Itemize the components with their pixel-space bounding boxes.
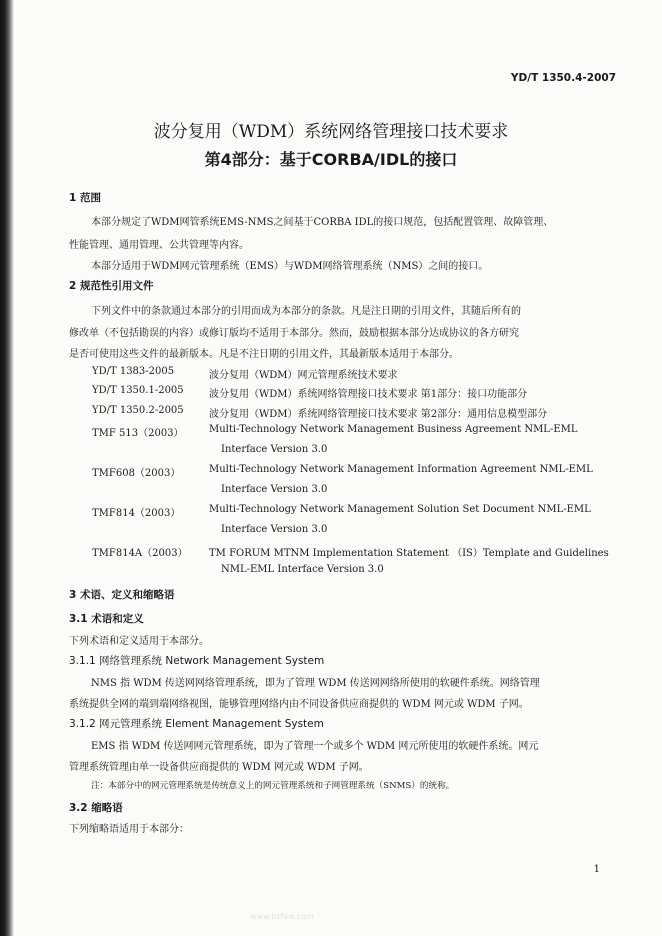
section-2-intro: 是否可使用这些文件的最新版本。凡是不注日期的引用文件，其最新版本适用于本部分。 [69,349,459,360]
reference-code: YD/T 1383-2005 [92,366,175,377]
reference-title: Multi-Technology Network Management Information Agreement NML-EML [209,464,593,475]
section-3-2-heading: 3.2 缩略语 [69,802,123,814]
section-1-paragraph-1: 性能管理、通用管理、公共管理等内容。 [69,240,249,251]
section-1-paragraph-2: 本部分适用于WDM网元管理系统（EMS）与WDM网络管理系统（NMS）之间的接口。 [91,261,489,272]
section-2-intro: 修改单（不包括勘误的内容）或修订版均不适用于本部分。然而，鼓励根据本部分达成协议的各方研究 [69,328,519,339]
term-nms-definition: NMS 指 WDM 传送网网络管理系统，即为了管理 WDM 传送网网络所使用的软硬件系统。网络管理 [91,678,540,689]
reference-code: YD/T 1350.1-2005 [92,385,184,396]
section-2-intro: 下列文件中的条款通过本部分的引用而成为本部分的条款。凡是注日期的引用文件，其随后所有的 [91,306,521,317]
section-2-heading: 2 规范性引用文件 [69,280,154,292]
reference-title: Multi-Technology Network Management Solution Set Document NML-EML [209,504,591,515]
reference-title: 波分复用（WDM）系统网络管理接口技术要求 第2部分：通用信息模型部分 [209,409,548,420]
reference-code: TMF814（2003） [92,508,181,519]
term-nms-definition: 系统提供全网的端到端网络视图，能够管理网络内由不同设备供应商提供的 WDM 网元或 WDM 子网。 [69,699,529,710]
reference-code: YD/T 1350.2-2005 [92,405,184,416]
reference-title-cont: Interface Version 3.0 [221,524,328,535]
section-1-paragraph-1: 本部分规定了WDM网管系统EMS-NMS之间基于CORBA IDL的接口规范，包括配置管理、故障管理、 [91,217,554,228]
reference-title-cont: Interface Version 3.0 [221,484,328,495]
section-3-2-intro: 下列缩略语适用于本部分： [69,824,189,835]
section-3-1-2-heading: 3.1.2 网元管理系统 Element Management System [69,718,324,730]
page-number: 1 [593,864,600,875]
watermark: www.bzfxw.com [250,912,314,921]
reference-title-cont: NML-EML Interface Version 3.0 [221,564,384,575]
reference-code: TMF 513（2003） [92,428,184,439]
term-ems-definition: EMS 指 WDM 传送网网元管理系统，即为了管理一个或多个 WDM 网元所使用的软硬件系统。网元 [91,741,539,752]
title-line-1: 波分复用（WDM）系统网络管理接口技术要求 [153,122,509,142]
reference-code: TMF814A（2003） [92,548,188,559]
section-3-1-intro: 下列术语和定义适用于本部分。 [69,636,209,647]
note: 注：本部分中的网元管理系统是传统意义上的网元管理系统和子网管理系统（SNMS）的统称。 [91,781,455,791]
reference-title: 波分复用（WDM）系统网络管理接口技术要求 第1部分：接口功能部分 [209,389,528,400]
section-3-1-heading: 3.1 术语和定义 [69,613,144,625]
reference-title: Multi-Technology Network Management Business Agreement NML-EML [209,424,578,435]
section-1-heading: 1 范围 [69,192,101,204]
reference-code: TMF608（2003） [92,468,181,479]
doc-number: YD/T 1350.4-2007 [510,72,616,84]
section-3-1-1-heading: 3.1.1 网络管理系统 Network Management System [69,655,325,667]
term-ems-definition: 管理系统管理由单一设备供应商提供的 WDM 网元或 WDM 子网。 [69,762,369,773]
reference-title: 波分复用（WDM）网元管理系统技术要求 [209,370,398,381]
reference-title-cont: Interface Version 3.0 [221,444,328,455]
section-3-heading: 3 术语、定义和缩略语 [69,589,175,601]
reference-title: TM FORUM MTNM Implementation Statement （IS）Template and Guidelines [209,548,609,559]
title-line-2: 第4部分：基于CORBA/IDL的接口 [204,150,458,169]
